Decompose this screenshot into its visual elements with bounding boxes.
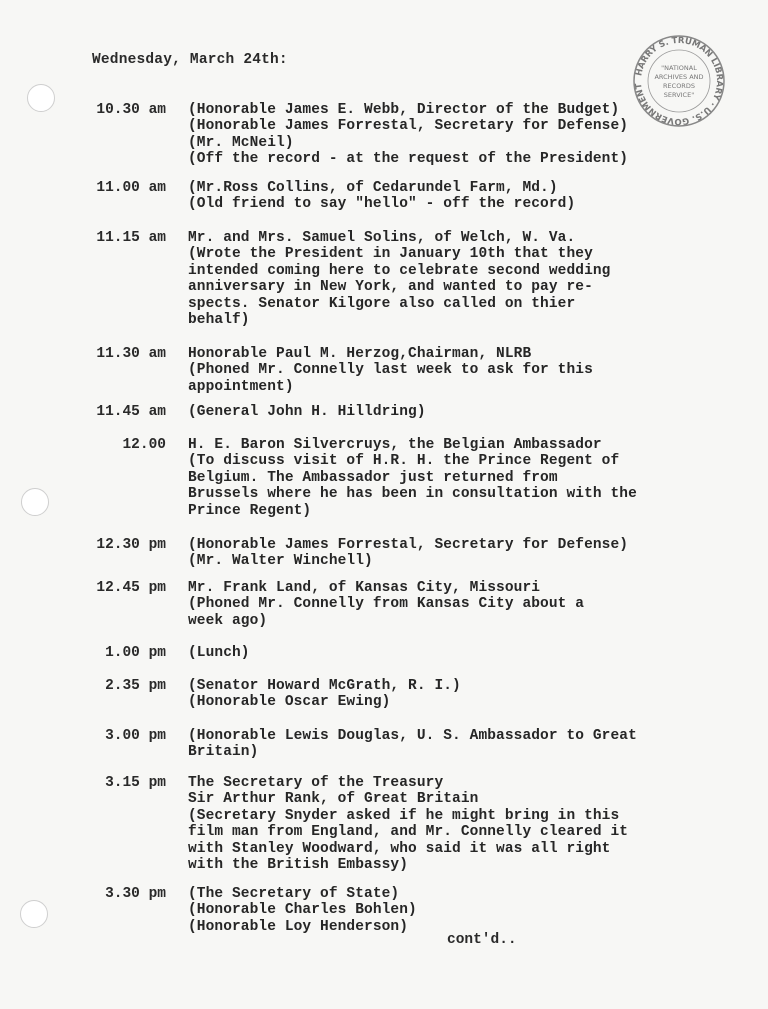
entry-line: (Phoned Mr. Connelly last week to ask for this <box>188 362 593 379</box>
entry-line: appointment) <box>188 378 294 395</box>
entry-line: (Honorable Loy Henderson) <box>188 918 409 935</box>
entry-line: Belgium. The Ambassador just returned from <box>188 469 558 486</box>
entry-line: (Old friend to say "hello" - off the record) <box>188 196 576 213</box>
stamp-ring-text: HARRY S. TRUMAN LIBRARY · U.S. GOVERNMENT <box>633 35 725 127</box>
punch-hole-top <box>27 84 55 112</box>
entry-time: 10.30 am <box>96 102 166 118</box>
entry-time: 3.30 pm <box>105 886 166 902</box>
entry-line: week ago) <box>188 612 268 629</box>
entry-time: 12.45 pm <box>96 580 166 596</box>
entry-line: Sir Arthur Rank, of Great Britain <box>188 791 479 808</box>
entry-line: (Lunch) <box>188 645 250 661</box>
entry-text <box>188 437 688 519</box>
entry-text <box>188 404 688 420</box>
entry-line: Prince Regent) <box>188 502 312 519</box>
entry-text <box>188 346 688 395</box>
entry-line: Mr. and Mrs. Samuel Solins, of Welch, W. Va. <box>188 230 576 246</box>
entry-text <box>188 537 688 570</box>
entry-text <box>188 230 688 328</box>
entry-line: intended coming here to celebrate second wedding <box>188 262 611 279</box>
entry-time: 11.00 am <box>96 180 166 196</box>
entry-line: (The Secretary of State) <box>188 886 400 902</box>
entry-line: (Honorable Oscar Ewing) <box>188 694 391 711</box>
entry-text <box>188 728 688 761</box>
entry-line: (To discuss visit of H.R. H. the Prince Regent of <box>188 453 620 470</box>
entry-line: with the British Embassy) <box>188 857 409 874</box>
entry-line: Mr. Frank Land, of Kansas City, Missouri <box>188 580 541 596</box>
entry-time: 2.35 pm <box>105 678 166 694</box>
entry-time: 12.00 <box>122 437 166 453</box>
entry-line: (General John H. Hilldring) <box>188 404 426 420</box>
entry-line: with Stanley Woodward, who said it was all right <box>188 840 611 857</box>
entry-time: 11.15 am <box>96 230 166 246</box>
continued-note: cont'd.. <box>447 932 517 948</box>
entry-line: Honorable Paul M. Herzog,Chairman, NLRB <box>188 346 532 362</box>
entry-time: 1.00 pm <box>105 645 166 661</box>
entry-time: 3.15 pm <box>105 775 166 791</box>
entry-line: (Wrote the President in January 10th that they <box>188 246 593 263</box>
entry-line: (Mr. McNeil) <box>188 134 294 151</box>
entry-line: Brussels where he has been in consultation with the <box>188 486 637 503</box>
entry-line: (Honorable Lewis Douglas, U. S. Ambassador to Great <box>188 728 637 744</box>
punch-hole-middle <box>21 488 49 516</box>
entry-text <box>188 775 688 873</box>
stamp-line-4: SERVICE" <box>663 91 695 99</box>
entry-line: (Phoned Mr. Connelly from Kansas City about a <box>188 596 585 613</box>
entry-text <box>188 102 688 168</box>
entry-line: (Honorable James Forrestal, Secretary for Defense) <box>188 118 629 135</box>
date-heading: Wednesday, March 24th: <box>92 52 288 68</box>
entry-line: film man from England, and Mr. Connelly cleared it <box>188 824 629 841</box>
entry-text <box>188 678 688 711</box>
entry-line: (Senator Howard McGrath, R. I.) <box>188 678 461 694</box>
entry-text <box>188 180 688 213</box>
entry-line: (Honorable Charles Bohlen) <box>188 902 417 919</box>
entry-time: 12.30 pm <box>96 537 166 553</box>
entry-line: (Mr. Walter Winchell) <box>188 553 373 570</box>
stamp-line-3: RECORDS <box>663 82 695 90</box>
entry-text <box>188 886 688 935</box>
entry-line: Britain) <box>188 744 259 761</box>
entry-text <box>188 645 688 661</box>
entry-line: behalf) <box>188 312 250 329</box>
stamp-line-2: ARCHIVES AND <box>654 73 704 81</box>
entry-line: (Honorable James Forrestal, Secretary for Defense) <box>188 537 629 553</box>
entry-line: (Off the record - at the request of the President) <box>188 151 629 168</box>
entry-line: spects. Senator Kilgore also called on thier <box>188 295 576 312</box>
entry-time: 3.00 pm <box>105 728 166 744</box>
stamp-line-1: "NATIONAL <box>661 64 697 72</box>
entry-line: H. E. Baron Silvercruys, the Belgian Ambassador <box>188 437 602 453</box>
punch-hole-bottom <box>20 900 48 928</box>
entry-time: 11.30 am <box>96 346 166 362</box>
entry-time: 11.45 am <box>96 404 166 420</box>
entry-line: (Secretary Snyder asked if he might bring in this <box>188 807 620 824</box>
entry-line: (Mr.Ross Collins, of Cedarundel Farm, Md.) <box>188 180 558 196</box>
entry-line: The Secretary of the Treasury <box>188 775 444 791</box>
entry-line: (Honorable James E. Webb, Director of the Budget) <box>188 102 620 118</box>
entry-line: anniversary in New York, and wanted to pay re- <box>188 279 593 296</box>
entry-text <box>188 580 688 629</box>
